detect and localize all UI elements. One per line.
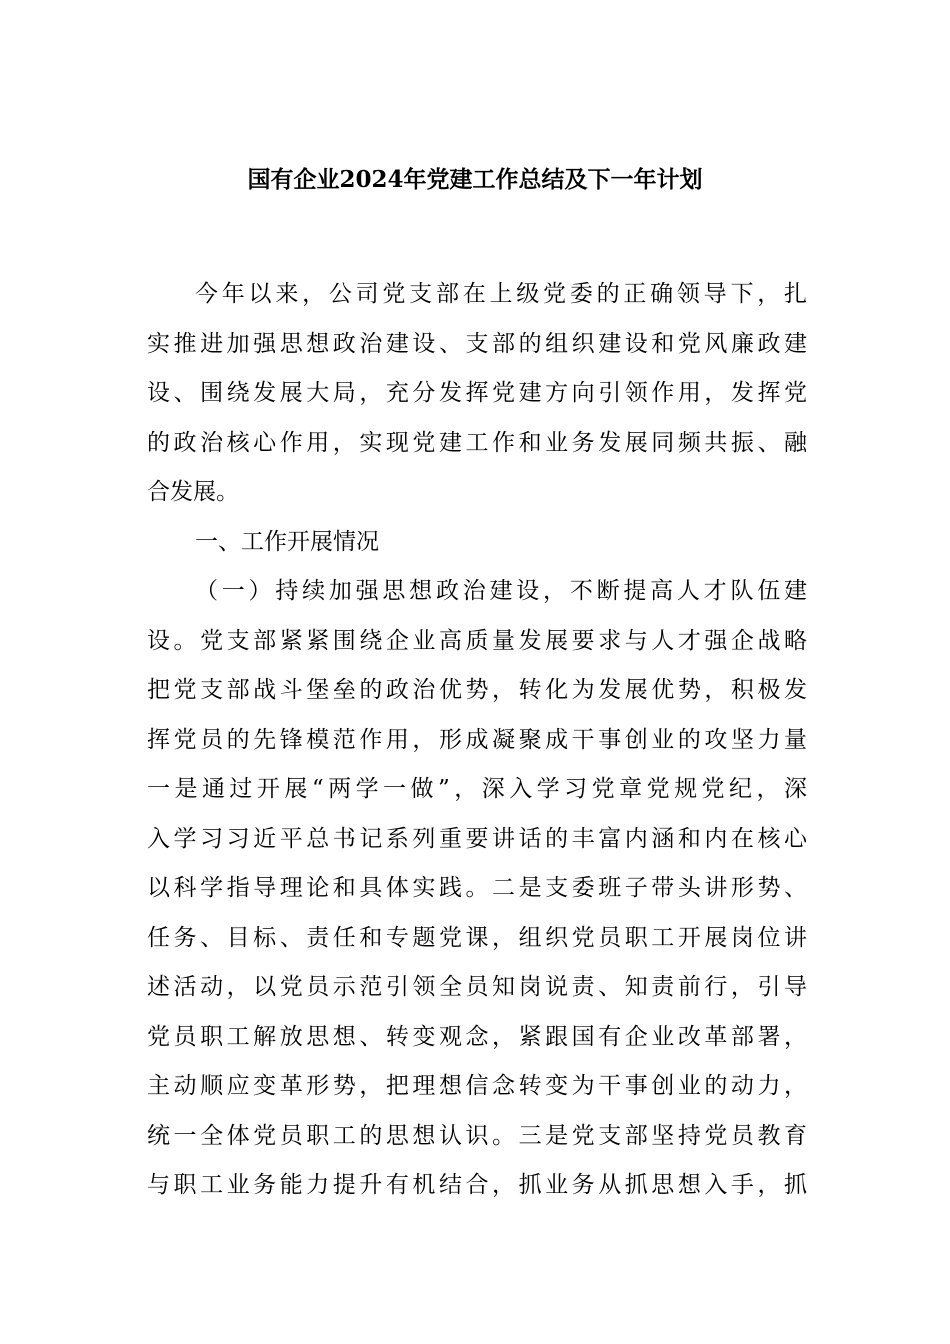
body-line: 述活动，以党员示范引领全员知岗说责、知责前行，引导 bbox=[147, 974, 807, 1000]
body-line: 主动顺应变革形势，把理想信念转变为干事创业的动力， bbox=[147, 1073, 807, 1099]
body-line: 合发展。 bbox=[147, 479, 239, 505]
body-line: 任务、目标、责任和专题党课，组织党员职工开展岗位讲 bbox=[147, 924, 807, 951]
body-line: 的政治核心作用，实现党建工作和业务发展同频共振、融 bbox=[147, 429, 807, 456]
body-line: （一）持续加强思想政治建设，不断提高人才队伍建 bbox=[195, 578, 807, 604]
body-line: 今年以来，公司党支部在上级党委的正确领导下，扎 bbox=[195, 281, 807, 307]
body-line: 把党支部战斗堡垒的政治优势，转化为发展优势，积极发 bbox=[147, 677, 807, 703]
document-body bbox=[147, 270, 807, 1211]
body-line: 设、围绕发展大局，充分发挥党建方向引领作用，发挥党 bbox=[147, 380, 807, 406]
body-line: 统一全体党员职工的思想认识。三是党支部坚持党员教育 bbox=[147, 1122, 807, 1149]
body-line: 实推进加强思想政治建设、支部的组织建设和党风廉政建 bbox=[147, 330, 807, 357]
body-line: 与职工业务能力提升有机结合，抓业务从抓思想入手，抓 bbox=[147, 1172, 807, 1198]
body-line: 一是通过开展“两学一做”，深入学习党章党规党纪，深 bbox=[147, 776, 807, 802]
body-line: 入学习习近平总书记系列重要讲话的丰富内涵和内在核心 bbox=[147, 825, 807, 852]
body-line: 党员职工解放思想、转变观念，紧跟国有企业改革部署， bbox=[147, 1023, 807, 1050]
document-title: 国有企业2024年党建工作总结及下一年计划 bbox=[247, 166, 703, 193]
body-line: 以科学指导理论和具体实践。二是支委班子带头讲形势、 bbox=[147, 875, 807, 901]
body-line: 设。党支部紧紧围绕企业高质量发展要求与人才强企战略 bbox=[147, 627, 807, 654]
body-line: 一、工作开展情况 bbox=[195, 528, 379, 555]
body-line: 挥党员的先锋模范作用，形成凝聚成干事创业的攻坚力量 bbox=[147, 726, 807, 753]
